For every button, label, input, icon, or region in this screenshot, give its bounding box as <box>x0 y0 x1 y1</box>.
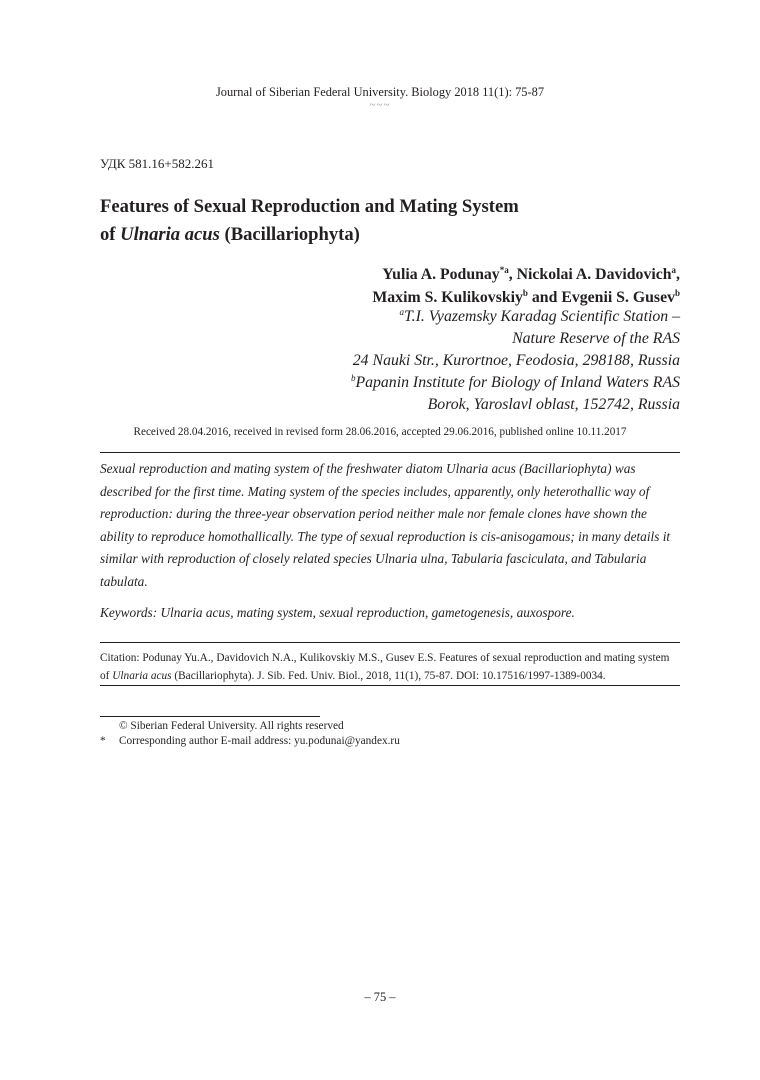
abstract-top-rule <box>100 452 680 453</box>
footnotes <box>100 719 680 749</box>
author-separator: , <box>508 266 517 283</box>
affiliation-mark: b <box>350 373 356 383</box>
title-prefix: of <box>100 224 121 245</box>
affiliation-text: Papanin Institute for Biology of Inland Waters RAS <box>355 374 680 391</box>
citation-text: Citation: Podunay Yu.A., Davidovich N.A., Kulikovskiy M.S., Gusev E.S. Features of sexual reproduction and mating system of <box>100 652 670 682</box>
page-number: – 75 – <box>364 990 396 1004</box>
keywords: Keywords: Ulnaria acus, mating system, sexual reproduction, gametogenesis, auxospore. <box>100 605 575 620</box>
footnote-rule <box>100 716 320 717</box>
affiliation-line <box>120 350 680 372</box>
affiliation-text: 24 Nauki Str., Kurortnoe, Feodosia, 298188, Russia <box>352 352 680 369</box>
affiliation-line <box>120 372 680 394</box>
affiliation-text: T.I. Vyazemsky Karadag Scientific Station – <box>404 308 680 325</box>
footnote-copyright <box>100 719 680 734</box>
abstract-text: Sexual reproduction and mating system of the freshwater diatom Ulnaria acus (Bacillariophyta) was described for the first time. Mating system of the species includes, apparently, only heterothallic way of reproduction: during the three-year observation period neither male nor female clones have shown the ability to reproduce homothallically. The type of sexual reproduction is cis-anisogamous; in many details it similar with reproduction of closely related species Ulnaria ulna, Tabularia fasciculata, and Tabularia tabulata. <box>100 461 671 589</box>
author-name: Nickolai A. Davidovich <box>516 266 672 283</box>
author-list <box>160 264 680 309</box>
author-name: Maxim S. Kulikovskiy <box>372 288 523 306</box>
title-line-2 <box>100 221 660 249</box>
affiliation-text: Nature Reserve of the RAS <box>512 330 680 347</box>
title-species: Ulnaria acus <box>120 224 220 245</box>
footnote-text: Corresponding author E-mail address: yu.podunai@yandex.ru <box>119 735 400 747</box>
author-affiliation-mark: *a <box>499 265 509 275</box>
footnote-text: © Siberian Federal University. All rights reserved <box>119 720 344 732</box>
received-dates: Received 28.04.2016, received in revised form 28.06.2016, accepted 29.06.2016, published online 10.11.2017 <box>133 426 627 438</box>
citation-top-rule <box>100 642 680 643</box>
affiliation-block <box>120 306 680 416</box>
author-separator: , <box>676 266 680 283</box>
affiliation-text: Borok, Yaroslavl oblast, 152742, Russia <box>427 396 680 413</box>
affiliation-line <box>120 306 680 328</box>
footnote-corresponding <box>100 734 680 749</box>
citation-block <box>100 649 680 685</box>
header-ornament: ~~~ <box>369 99 391 111</box>
footnote-mark <box>100 719 119 734</box>
author-separator: and <box>527 288 562 306</box>
author-affiliation-mark: b <box>522 287 528 298</box>
affiliation-line <box>120 394 680 416</box>
citation-text-end: (Bacillariophyta). J. Sib. Fed. Univ. Biol., 2018, 11(1), 75-87. DOI: 10.17516/1997-1389-0034. <box>171 670 606 682</box>
article-title <box>100 193 660 249</box>
author-affiliation-mark: b <box>674 287 680 298</box>
title-line-1: Features of Sexual Reproduction and Mating System <box>100 196 519 217</box>
citation-species: Ulnaria acus <box>112 670 172 682</box>
journal-header: Journal of Siberian Federal University. Biology 2018 11(1): 75-87 <box>215 85 545 99</box>
title-suffix: (Bacillariophyta) <box>219 224 360 245</box>
author-name: Yulia A. Podunay <box>382 266 500 283</box>
author-line-1 <box>160 264 680 287</box>
author-affiliation-mark: a <box>671 265 677 275</box>
udk-code: УДК 581.16+582.261 <box>100 156 215 171</box>
citation-bottom-rule <box>100 685 680 686</box>
author-name: Evgenii S. Gusev <box>561 288 675 306</box>
footnote-mark: * <box>100 735 106 747</box>
affiliation-mark: a <box>399 307 405 317</box>
affiliation-line <box>120 328 680 350</box>
